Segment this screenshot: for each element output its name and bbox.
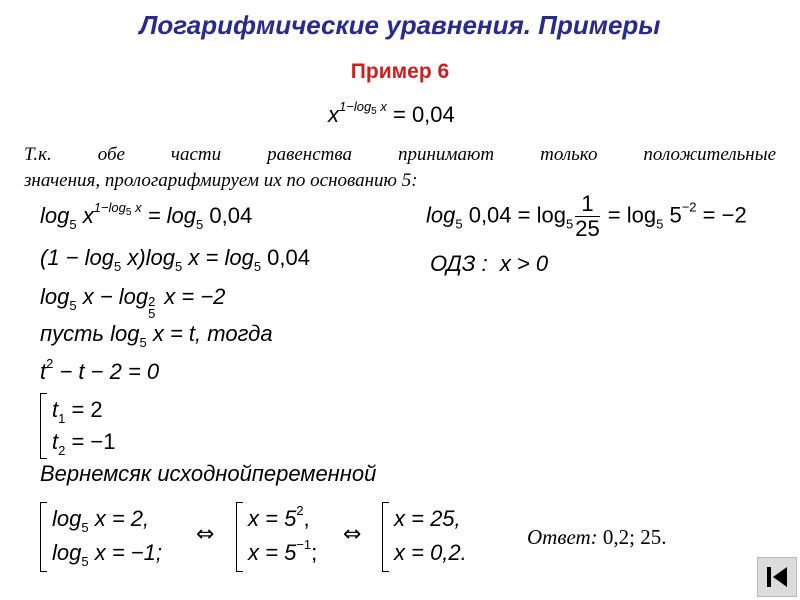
first-slide-button[interactable] xyxy=(757,557,797,597)
system-bracket xyxy=(236,502,243,572)
skip-to-start-icon xyxy=(758,558,796,596)
step-1: $\log_5 x^{1-log_5 x} = \log_5 0,04$ xyxy=(40,200,253,232)
example-title: Пример 6 xyxy=(350,60,450,83)
equivalence-icon: ⇔ xyxy=(196,522,215,547)
return-to-variable-text: Вернемсяк исходнойпеременной xyxy=(40,461,377,486)
equivalence-icon: ⇔ xyxy=(343,522,362,547)
step-4-substitution: пусть $\log_5 x = t$, тогда xyxy=(40,321,273,350)
roots-system: $t_1 = 2$ $t_2 = -1$ xyxy=(40,393,150,459)
system-bracket xyxy=(40,393,47,459)
system-bracket xyxy=(40,502,47,572)
answer: Ответ: 0,2; 25. xyxy=(527,525,667,549)
main-equation: $x^{1-log_5 x} = 0,04$ xyxy=(328,99,455,127)
page-title: Логарифмические уравнения. Примеры xyxy=(139,10,661,40)
fraction: $\frac{1}{25}$ xyxy=(575,191,600,241)
solution-system: x = 25, x = 0,2. xyxy=(382,502,492,572)
power-system: $x = 5^2$, $x = 5^{-1}$; xyxy=(236,502,336,572)
system-bracket xyxy=(382,502,389,572)
step-5-quadratic: $t^2 - t - 2 = 0$ xyxy=(40,356,160,384)
step-2: $(1 - \log_5 x)\log_5$ $x = \log_5 0,04$ xyxy=(40,245,310,274)
domain-condition: ОДЗ : x > 0 xyxy=(430,251,549,276)
rhs-calculation: $\log_5 0,04 = \log_5$ $\frac{1}{25}$ = $\log_5 5^{-2} = -2$ xyxy=(426,191,747,241)
intro-text: Т.к. обе части равенства принимают только положительные значения, прологарифмируем их по основанию 5: xyxy=(24,144,776,191)
log-system: $\log_5 x = 2$, $\log_5 x = -1$; xyxy=(40,502,190,572)
step-3: $\log_5 x - \log$ 2 5 x = −2 xyxy=(40,284,226,321)
